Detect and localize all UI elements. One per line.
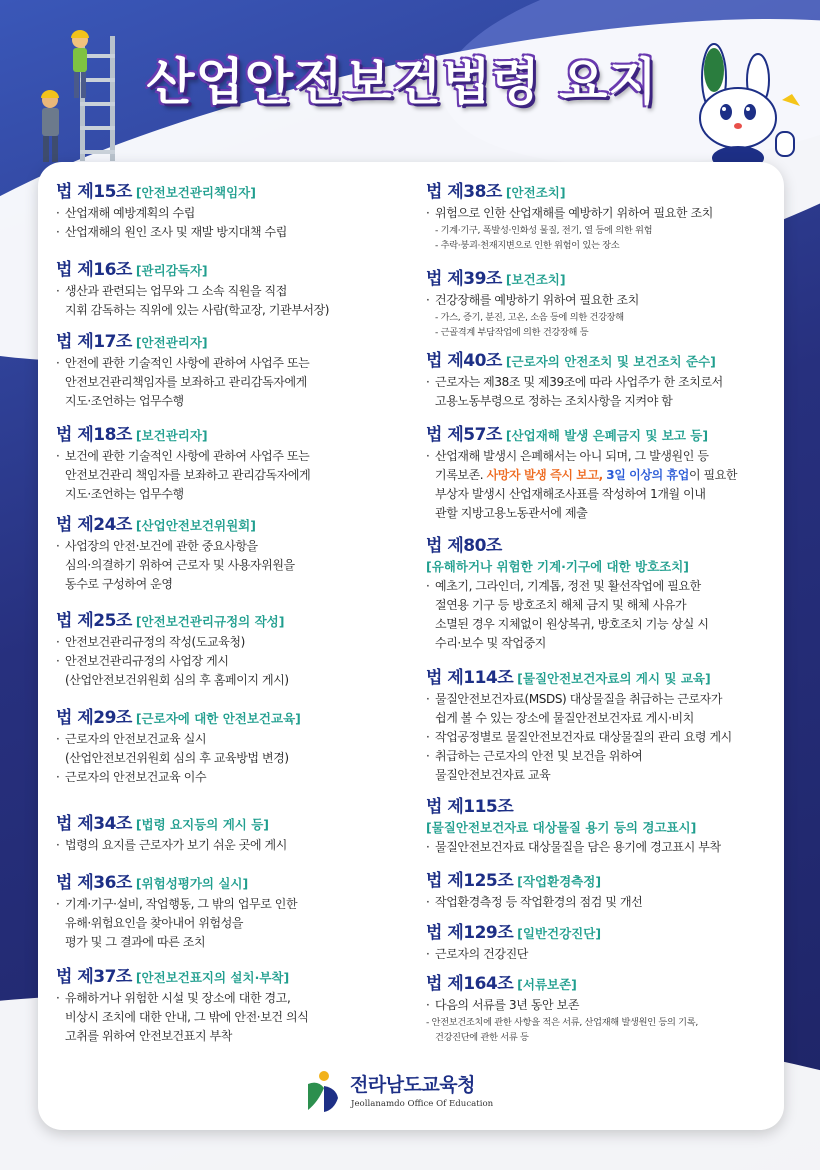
law-section (56, 514, 295, 594)
law-bullet: · 안전보건관리규정의 작성(도교육청) (56, 635, 245, 649)
law-subnote: - 근골격계 부담작업에 의한 건강장해 등 (435, 327, 589, 338)
law-topic: [안전관리자] (135, 335, 208, 350)
law-bullet: · 유해하거나 위험한 시설 및 장소에 대한 경고, (56, 991, 291, 1005)
law-topic: [산업재해 발생 은폐금지 및 보고 등] (505, 428, 709, 443)
law-bullet: · 작업공정별로 물질안전보건자료 대상물질의 관리 요령 게시 (426, 730, 732, 744)
law-number: 법 제17조 (56, 332, 132, 352)
law-line: 지휘 감독하는 직위에 있는 사람(학교장, 기관부서장) (65, 303, 330, 317)
law-section (56, 966, 308, 1046)
law-bullet: · 안전보건관리규정의 사업장 게시 (56, 654, 229, 668)
law-subnote: - 추락·붕괴·천재지변으로 인한 위험이 있는 장소 (435, 240, 620, 251)
law-line: 고취를 위하여 안전보건표지 부착 (65, 1029, 232, 1043)
law-bullet: · 산업재해 예방계획의 수립 (56, 206, 195, 220)
law-line: 고용노동부령으로 정하는 조치사항을 지켜야 함 (435, 394, 673, 408)
law-topic: [보건조치] (505, 272, 566, 287)
law-section (426, 973, 698, 1045)
law-topic: [위험성평가의 실시] (135, 876, 249, 891)
law-subnote: 건강진단에 관한 서류 등 (435, 1032, 529, 1043)
law-topic: [서류보존] (517, 977, 577, 992)
law-number: 법 제36조 (56, 873, 132, 893)
law-section (426, 350, 723, 411)
law-number: 법 제129조 (426, 923, 514, 943)
mascot-illustration (686, 40, 804, 170)
law-bullet: · 취급하는 근로자의 안전 및 보건을 위하여 (426, 749, 643, 763)
law-line: 쉽게 볼 수 있는 장소에 물질안전보건자료 게시·비치 (435, 711, 694, 725)
law-section (56, 331, 309, 411)
law-line: 물질안전보건자료 교육 (435, 768, 551, 782)
law-bullet: · 보건에 관한 기술적인 사항에 관하여 사업주 또는 (56, 449, 310, 463)
law-section (426, 181, 713, 253)
law-bullet: · 근로자의 안전보건교육 이수 (56, 770, 207, 784)
page-title: 산업안전보건법령 요지 (146, 53, 658, 111)
law-bullet: · 근로자의 안전보건교육 실시 (56, 732, 207, 746)
law-line: 안전보건관리책임자를 보좌하고 관리감독자에게 (65, 375, 307, 389)
law-topic: [일반건강진단] (517, 926, 602, 941)
law-number: 법 제38조 (426, 182, 502, 202)
law-topic: [작업환경측정] (517, 874, 602, 889)
law-number: 법 제115조 (426, 797, 514, 817)
law-number: 법 제16조 (56, 260, 132, 280)
law-line: 지도·조언하는 업무수행 (65, 487, 184, 501)
law-bullet: · 법령의 요지를 근로자가 보기 쉬운 곳에 게시 (56, 838, 287, 852)
law-topic: [유해하거나 위험한 기계·기구에 대한 방호조치] (426, 559, 690, 574)
law-topic: [산업안전보건위원회] (135, 518, 256, 533)
law-number: 법 제114조 (426, 668, 514, 688)
law-bullet: · 기계·기구·설비, 작업행동, 그 밖의 업무로 인한 (56, 897, 298, 911)
law-bullet: · 위험으로 인한 산업재해를 예방하기 위하여 필요한 조치 (426, 206, 713, 220)
law-bullet: · 다음의 서류를 3년 동안 보존 (426, 998, 580, 1012)
law-bullet: · 예초기, 그라인더, 기계톱, 정전 및 활선작업에 필요한 (426, 579, 701, 593)
law-number: 법 제34조 (56, 814, 132, 834)
highlight-death-report: 사망자 발생 즉시 보고, (486, 468, 603, 482)
law-bullet: · 물질안전보건자료 대상물질을 담은 용기에 경고표시 부착 (426, 840, 721, 854)
law-section (56, 610, 289, 690)
law-topic: [안전보건표지의 설치·부착] (135, 970, 290, 985)
law-number: 법 제164조 (426, 974, 514, 994)
law-section (56, 872, 297, 952)
law-bullet: · 근로자의 건강진단 (426, 947, 528, 961)
law-topic: [물질안전보건자료 대상물질 용기 등의 경고표시] (426, 820, 697, 835)
law-number: 법 제80조 (426, 536, 502, 556)
law-section (56, 259, 329, 320)
law-line: 평가 및 그 결과에 따른 조치 (65, 935, 206, 949)
law-subnote: - 기계·기구, 폭발성·인화성 물질, 전기, 열 등에 의한 위험 (435, 225, 653, 236)
law-number: 법 제15조 (56, 182, 132, 202)
office-logo-icon (302, 1070, 342, 1114)
law-line: 부상자 발생시 산업재해조사표를 작성하여 1개월 이내 (435, 487, 706, 501)
law-section (56, 707, 301, 787)
office-name-english: Jeollanamdo Office Of Education (351, 1099, 494, 1109)
law-line: 수리·보수 및 작업중지 (435, 636, 546, 650)
law-bullet: · 사업장의 안전·보건에 관한 중요사항을 (56, 539, 258, 553)
office-name: 전라남도교육청 (350, 1074, 475, 1096)
law-number: 법 제57조 (426, 425, 502, 445)
law-section (426, 796, 721, 857)
law-topic: [물질안전보건자료의 게시 및 교육] (517, 671, 711, 686)
law-bullet: · 안전에 관한 기술적인 사항에 관하여 사업주 또는 (56, 356, 310, 370)
law-number: 법 제37조 (56, 967, 132, 987)
law-topic: [근로자에 대한 안전보건교육] (135, 711, 301, 726)
law-number: 법 제125조 (426, 871, 514, 891)
law-topic: [보건관리자] (135, 428, 208, 443)
law-bullet: · 산업재해의 원인 조사 및 재발 방지대책 수립 (56, 225, 287, 239)
law-line: (산업안전보건위원회 심의 후 교육방법 변경) (65, 751, 289, 765)
law-section (56, 813, 287, 855)
law-section (426, 268, 639, 340)
law-line: 관할 지방고용노동관서에 제출 (435, 506, 588, 520)
law-bullet: · 근로자는 제38조 및 제39조에 따라 사업주가 한 조치로서 (426, 375, 723, 389)
law-section (56, 181, 287, 242)
law-line: 지도·조언하는 업무수행 (65, 394, 184, 408)
law-bullet: · 작업환경측정 등 작업환경의 점검 및 개선 (426, 895, 643, 909)
law-line: 기록보존. 사망자 발생 즉시 보고, 3일 이상의 휴업이 필요한 (435, 468, 738, 482)
law-number: 법 제18조 (56, 425, 132, 445)
law-bullet: · 생산과 관련되는 업무와 그 소속 직원을 직접 (56, 284, 287, 298)
law-line: 비상시 조치에 대한 안내, 그 밖에 안전·보건 의식 (65, 1010, 309, 1024)
law-section (426, 535, 709, 653)
law-topic: [근로자의 안전조치 및 보건조치 준수] (505, 354, 716, 369)
law-number: 법 제24조 (56, 515, 132, 535)
law-line: 안전보건관리 책임자를 보좌하고 관리감독자에게 (65, 468, 311, 482)
law-number: 법 제25조 (56, 611, 132, 631)
law-bullet: · 산업재해 발생시 은폐해서는 아니 되며, 그 발생원인 등 (426, 449, 709, 463)
law-bullet: · 물질안전보건자료(MSDS) 대상물질을 취급하는 근로자가 (426, 692, 723, 706)
highlight-leave: 3일 이상의 휴업 (606, 468, 689, 482)
law-topic: [안전보건관리규정의 작성] (135, 614, 285, 629)
law-section (426, 667, 732, 785)
law-line: 절연용 기구 등 방호조치 해체 금지 및 해체 사유가 (435, 598, 687, 612)
law-line: 유해·위험요인을 찾아내어 위험성을 (65, 916, 244, 930)
law-bullet: · 건강장해를 예방하기 위하여 필요한 조치 (426, 293, 639, 307)
law-line: 심의·의결하기 위하여 근로자 및 사용자위원을 (65, 558, 295, 572)
law-topic: [관리감독자] (135, 263, 208, 278)
law-topic: [안전보건관리책임자] (135, 185, 256, 200)
law-topic: [법령 요지등의 게시 등] (135, 817, 270, 832)
law-subnote: - 안전보건조치에 관한 사항을 적은 서류, 산업재해 발생원인 등의 기록, (426, 1017, 698, 1028)
law-topic: [안전조치] (505, 185, 566, 200)
footer-logo-block (302, 1068, 532, 1118)
law-line: (산업안전보건위원회 심의 후 홈페이지 게시) (65, 673, 289, 687)
law-section (56, 424, 310, 504)
law-section (426, 922, 601, 964)
law-section (426, 870, 642, 912)
law-number: 법 제40조 (426, 351, 502, 371)
law-line: 동수로 구성하여 운영 (65, 577, 173, 591)
law-section (426, 424, 737, 523)
law-line: 소멸된 경우 지체없이 원상복귀, 방호조치 기능 상실 시 (435, 617, 709, 631)
law-number: 법 제29조 (56, 708, 132, 728)
law-number: 법 제39조 (426, 269, 502, 289)
law-subnote: - 가스, 증기, 분진, 고온, 소음 등에 의한 건강장해 (435, 312, 624, 323)
